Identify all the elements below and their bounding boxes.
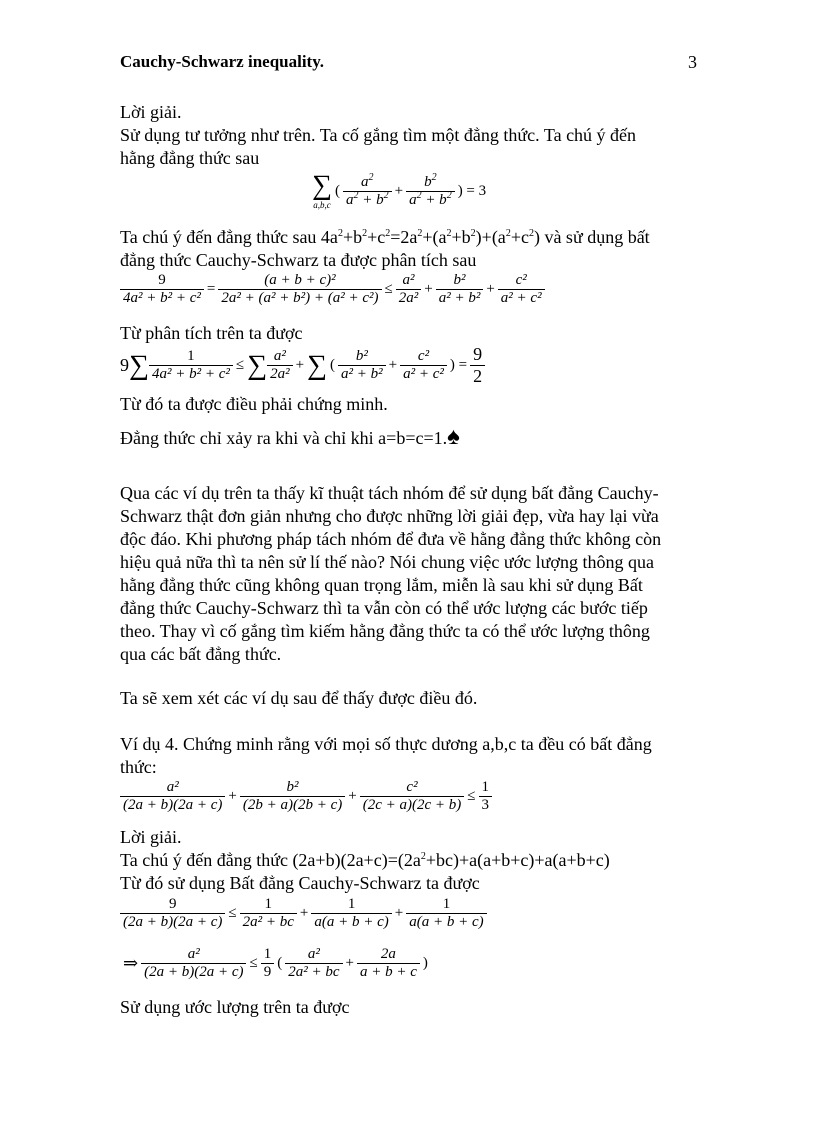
equation-cauchy-split: $\frac{9}{\text{4a² + b² + c²}}$ = $\frac{\text{(a + b + c)²}}{\text{2a² + (a² + b²) + (a² + c²)}}$ ≤ $\frac{\text{a²}}{\text{2a²}}$ + $\frac{\text{b²}}{\text{a² + b²}}$ + $\frac{\text{c²}}{\text{a² + c²}}$ <box>120 272 545 307</box>
text-line: Schwarz thật đơn giản nhưng cho được những lời giải đẹp, vừa hay lại vừa <box>120 506 659 526</box>
text-line: Từ phân tích trên ta được <box>120 323 303 343</box>
text-line: hiệu quả nữa thì ta nên sử lí thế nào? Nói chung việc ước lượng thông qua <box>120 552 654 572</box>
equation-implication: ⇒ $\frac{\text{a²}}{(2a + b)(2a + c)}$ ≤ $\frac{1}{9}$ ( $\frac{\text{a²}}{\text{2a² + bc}}$ + $\frac{2a}{a + b + c}$ ) <box>123 946 428 980</box>
text-line: hằng đẳng thức cũng không quan trọng lắm, miễn là sau khi sử dụng Bất <box>120 575 643 595</box>
equation-sum-bound: 9 ∑ $\frac{1}{\text{4a² + b² + c²}}$ ≤ ∑ $\frac{\text{a²}}{\text{2a²}}$ + ∑ ( $\frac{\text{b²}}{\text{a² + b²}}$ + $\frac{\text{c²}}{\text{a² + c²}}$ ) = $\frac{9}{2}$ <box>120 344 485 387</box>
text-line: Qua các ví dụ trên ta thấy kĩ thuật tách nhóm để sử dụng bất đẳng Cauchy- <box>120 483 659 503</box>
equation-estimate: $\frac{9}{(2a + b)(2a + c)}$ ≤ $\frac{1}{\text{2a² + bc}}$ + $\frac{1}{a(a + b + c)}$ + $\frac{1}{a(a + b + c)}$ <box>120 896 487 931</box>
example-heading: Ví dụ 4. Chứng minh rằng với mọi số thực dương a,b,c ta đều có bất đẳng <box>120 734 652 754</box>
solution-heading: Lời giải. <box>120 827 182 847</box>
sum-operator: ∑ a,b,c <box>312 170 332 210</box>
text-line: Ta sẽ xem xét các ví dụ sau để thấy được điều đó. <box>120 688 478 708</box>
text-line: qua các bất đẳng thức. <box>120 644 282 664</box>
text-line: thức: <box>120 757 157 777</box>
text-line: Ta chú ý đến đẳng thức $(2a+b)(2a+c)=(2a^2+bc)+a(a+b+c)+a(a+b+c)$ <box>120 850 610 870</box>
equation-example-4: $\frac{\text{a²}}{(2a + b)(2a + c)}$ + $\frac{\text{b²}}{(2b + a)(2b + c)}$ + $\frac{\text{c²}}{(2c + a)(2c + b)}$ ≤ $\frac{1}{3}$ <box>120 779 492 814</box>
text-line: đẳng thức Cauchy-Schwarz thì ta vẫn còn có thể ước lượng các bước tiếp <box>120 598 648 618</box>
equation-sum-identity: ∑ a,b,c ( $\frac{a^2}{a^2 + b^2}$ + $\frac{b^2}{a^2 + b^2}$ ) = 3 <box>312 170 487 210</box>
text-line: Từ đó sử dụng Bất đẳng Cauchy-Schwarz ta được <box>120 873 480 893</box>
page-number: 3 <box>688 52 697 72</box>
text-line: Đẳng thức chỉ xảy ra khi và chỉ khi a=b=c=1.♠ <box>120 424 460 450</box>
text-line: Ta chú ý đến đẳng thức sau $4a^2+b^2+c^2=2a^2+(a^2+b^2)+(a^2+c^2)$ và sử dụng bất <box>120 227 650 247</box>
solution-heading: Lời giải. <box>120 102 182 122</box>
text-line: Từ đó ta được điều phải chứng minh. <box>120 394 388 414</box>
fraction: $\frac{a^2}{a^2 + b^2}$ <box>343 174 392 209</box>
text-line: Sử dụng tư tưởng như trên. Ta cố gắng tìm một đẳng thức. Ta chú ý đến <box>120 125 637 145</box>
spade-icon: ♠ <box>447 424 460 450</box>
page-title: Cauchy-Schwarz inequality. <box>120 52 325 71</box>
text-line: đẳng thức Cauchy-Schwarz ta được phân tích sau <box>120 250 477 270</box>
text-line: Sử dụng ước lượng trên ta được <box>120 997 350 1017</box>
text-line: độc đáo. Khi phương pháp tách nhóm để đưa về hằng đẳng thức không còn <box>120 529 662 549</box>
text-line: theo. Thay vì cố gắng tìm kiếm hằng đẳng thức ta có thể ước lượng thông <box>120 621 650 641</box>
text-line: hằng đẳng thức sau <box>120 148 260 168</box>
fraction: $\frac{b^2}{a^2 + b^2}$ <box>406 174 455 209</box>
